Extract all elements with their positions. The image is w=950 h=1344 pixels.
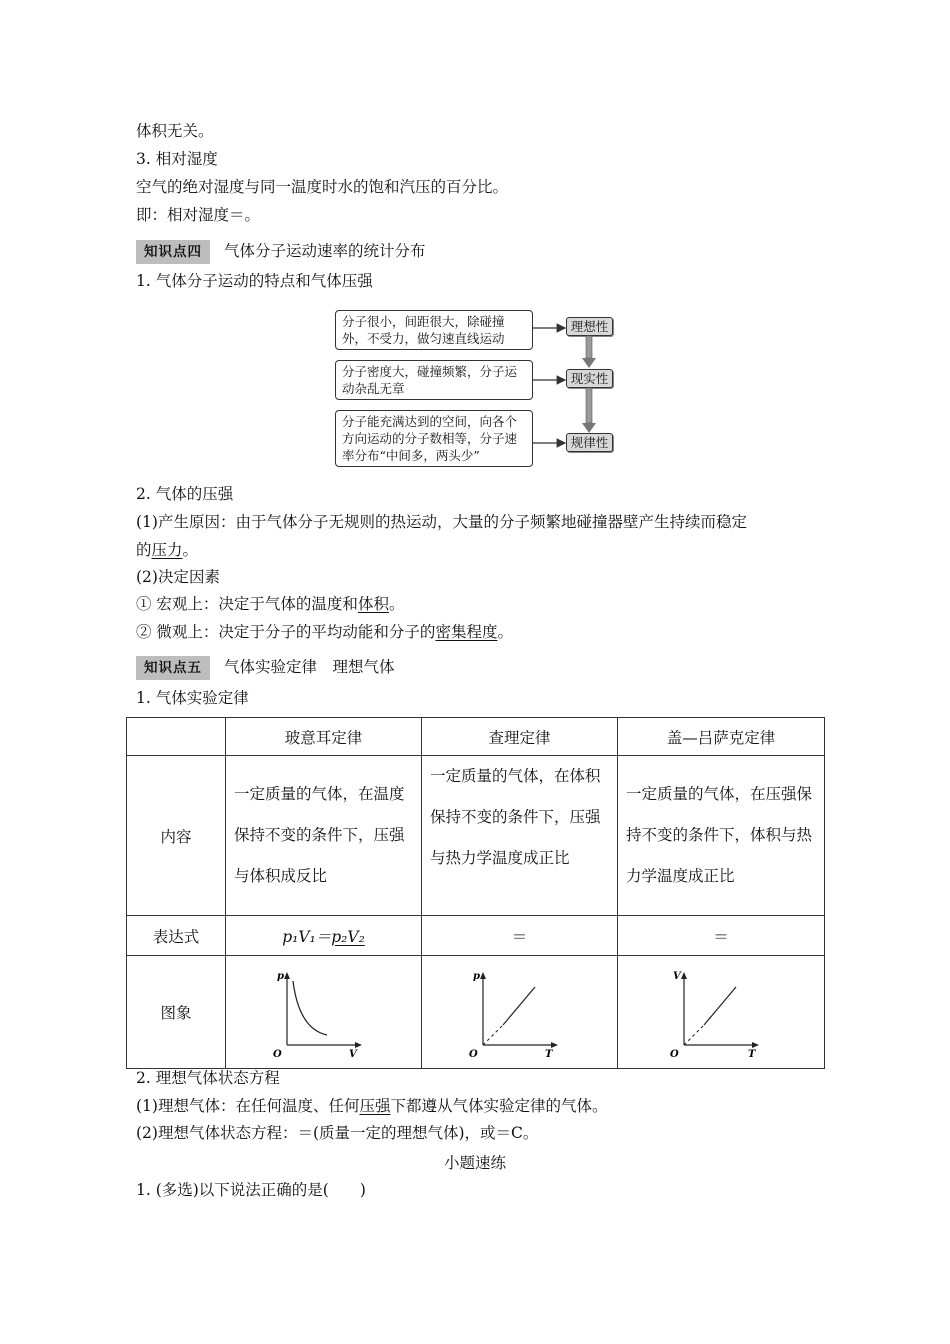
y-axis-label: V [673,971,681,982]
arrow-down-shaft-2 [586,388,592,423]
isobar-line [704,987,736,1025]
text-line: (2)决定因素 [136,568,220,586]
cell-text: 一定质量的气体，在压强保持不变的条件下，体积与热力学温度成正比 [626,785,813,885]
text-line: (1)产生原因：由于气体分子无规则的热运动，大量的分子频繁地碰撞器壁产生持续而稳定 [136,513,747,531]
x-axis-arrow-icon [551,1042,558,1048]
underlined-answer: p₂V₂ [331,927,365,946]
row-label: 图象 [127,956,226,1069]
diagram-label-1: 理想性 [566,317,613,336]
diagram-label-2: 现实性 [566,369,613,388]
diagram-box-3: 分子能充满达到的空间，向各个方向运动的分子数相等，分子速率分布“中间多，两头少” [335,410,533,467]
table-cell [422,956,618,1069]
isochore-line [503,987,535,1025]
underlined-answer: 压强 [359,1097,391,1115]
y-axis-arrow-icon [480,972,486,979]
table-cell [226,916,422,956]
table-header-cell: 盖—吕萨克定律 [618,718,825,756]
origin-label: O [468,1049,478,1057]
cell-text: 一定质量的气体，在温度保持不变的条件下，压强与体积成反比 [234,785,405,885]
arrow-down-head-2 [582,423,596,433]
underlined-answer: 压力 [151,541,183,559]
table-cell: ＝ [618,916,825,956]
isotherm-curve [293,981,327,1035]
x-axis-label: T [544,1049,552,1057]
subheading-relative-humidity: 3. 相对湿度 [136,150,218,168]
subheading: 1. 气体实验定律 [136,689,249,707]
gas-laws-table [126,717,825,1069]
text: (1)理想气体：在任何温度、任何 [136,1097,360,1115]
x-axis-label: T [748,1049,756,1057]
extrapolated-line [684,1025,704,1045]
graph-boyle [269,967,379,1057]
text-line [136,621,513,643]
text: 下都遵从气体实验定律的气体。 [390,1097,608,1115]
x-axis-arrow-icon [355,1042,362,1048]
row-label: 内容 [127,756,226,916]
section-tag: 知识点四 [136,240,210,264]
text-line: 体积无关。 [136,122,214,140]
table-cell [422,756,618,916]
text-line [136,1095,608,1117]
text-line [136,539,198,561]
graph-charles [465,967,575,1057]
y-axis-arrow-icon [284,972,290,979]
table-cell [618,956,825,1069]
section4-heading [136,240,426,264]
section-title: 气体实验定律 理想气体 [224,658,395,676]
section5-heading [136,656,395,680]
table-header-row [127,718,825,756]
table-cell [226,956,422,1069]
extrapolated-line [483,1025,503,1045]
arrow-down-head-1 [582,358,596,368]
text-line: 空气的绝对湿度与同一温度时水的饱和汽压的百分比。 [136,178,509,196]
y-axis-arrow-icon [681,972,687,979]
text-line [136,593,404,615]
graph-gay-lussac [666,967,776,1057]
text: 。 [388,595,405,613]
subheading: 2. 气体的压强 [136,485,234,503]
underlined-answer: 体积 [357,595,389,613]
practice-title: 小题速练 [443,1154,506,1172]
origin-label: O [272,1049,282,1057]
table-row [127,916,825,956]
x-axis-label: V [348,1049,357,1057]
section-tag: 知识点五 [136,656,210,680]
table-cell [618,756,825,916]
cell-text: 一定质量的气体，在体积保持不变的条件下，压强与热力学温度成正比 [430,767,601,867]
diagram-label-3: 规律性 [566,433,613,452]
x-axis-arrow-icon [752,1042,759,1048]
question-1: 1. (多选)以下说法正确的是( ) [136,1181,366,1199]
subheading: 2. 理想气体状态方程 [136,1069,280,1087]
table-header-cell: 玻意耳定律 [226,718,422,756]
text: 。 [497,623,513,641]
text: 的 [136,541,152,559]
text: ① 宏观上：决定于气体的温度和 [136,595,358,613]
table-header-cell: 查理定律 [422,718,618,756]
origin-label: O [670,1049,679,1057]
table-row [127,756,825,916]
table-row [127,956,825,1069]
diagram-arrows [530,315,630,455]
text: 。 [182,541,199,559]
diagram-box-2: 分子密度大，碰撞频繁，分子运动杂乱无章 [335,360,533,400]
underlined-answer: 密集程度 [435,623,498,641]
arrow-down-shaft-1 [586,336,592,358]
y-axis-label: p [472,971,480,982]
table-cell [226,756,422,916]
section-title: 气体分子运动速率的统计分布 [224,242,426,260]
text-line: (2)理想气体状态方程：＝(质量一定的理想气体)，或＝C。 [136,1124,539,1142]
y-axis-label: p [276,971,284,982]
text: ② 微观上：决定于分子的平均动能和分子的 [136,623,436,641]
row-label: 表达式 [127,916,226,956]
subheading: 1. 气体分子运动的特点和气体压强 [136,272,373,290]
diagram-box-1: 分子很小，间距很大，除碰撞外，不受力，做匀速直线运动 [335,310,533,350]
table-header-cell [127,718,226,756]
table-cell: ＝ [422,916,618,956]
formula-text: p₁V₁＝ [282,927,332,946]
text-line: 即：相对湿度＝。 [136,206,261,224]
